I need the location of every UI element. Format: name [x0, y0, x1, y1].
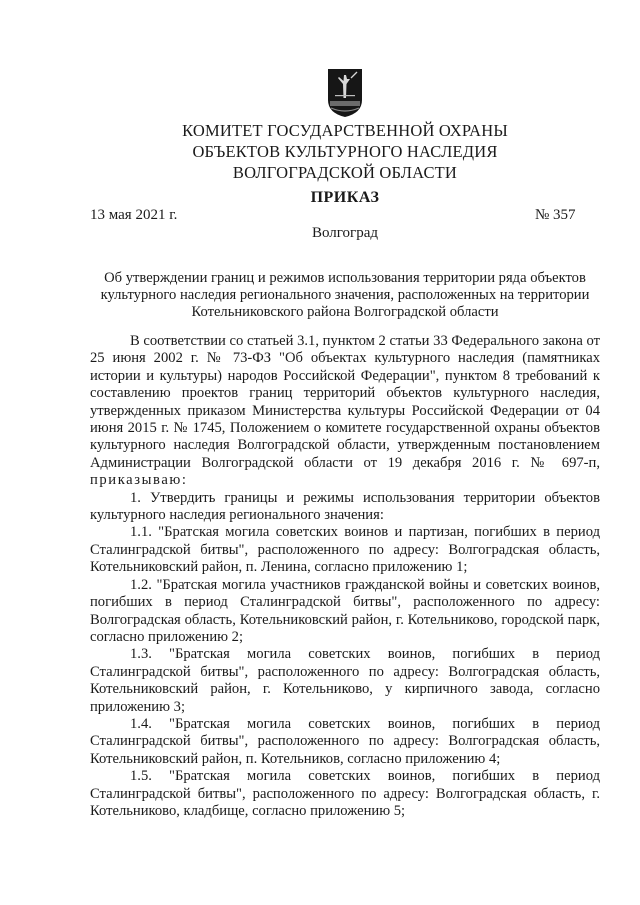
committee-name	[90, 120, 600, 183]
committee-line-3: ВОЛГОГРАДСКОЙ ОБЛАСТИ	[232, 163, 458, 182]
order-city: Волгоград	[311, 225, 378, 241]
order-number: № 357	[535, 207, 576, 223]
item-1-3: 1.3. "Братская могила советских воинов, погибших в период Сталинградской битвы", расположенного по адресу: Волгоградская область, Котельниковский район, г. Котельниково, у кирпичного завода, согласно приложению 3;	[90, 646, 600, 715]
committee-line-2: ОБЪЕКТОВ КУЛЬТУРНОГО НАСЛЕДИЯ	[192, 142, 498, 161]
item-1-2: 1.2. "Братская могила участников гражданской войны и советских воинов, погибших в период Сталинградской битвы", расположенного по адресу: Волгоградская область, Котельниковский район, г. Котельниково, городской парк, согласно приложению 2;	[90, 576, 600, 645]
preamble-text: В соответствии со статьей 3.1, пунктом 2 статьи 33 Федерального закона от 25 июня 2002 г. № 73-ФЗ "Об объектах культурного наследия (памятниках истории и культуры) народов Российской Федерации", пунктом 8 требований к составлению проектов границ территорий объектов культурного наследия, утвержденных приказом Министерства культуры Российской Федерации от 04 июня 2015 г. № 1745, Положением о комитете государственной охраны объектов культурного наследия Волгоградской области, утвержденным постановлением Администрации Волгоградской области от 19 декабря 2016 г. № 697-п,	[90, 333, 600, 471]
item-1-5: 1.5. "Братская могила советских воинов, погибших в период Сталинградской битвы", расположенного по адресу: Волгоградская область, г. Котельниково, кладбище, согласно приложению 5;	[90, 768, 600, 819]
order-body	[90, 333, 600, 820]
order-subject	[88, 270, 602, 321]
order-title: ПРИКАЗ	[310, 189, 380, 206]
subject-line-3: Котельниковского района Волгоградской области	[191, 304, 499, 320]
volgograd-coat-of-arms-icon	[327, 68, 363, 118]
orders-word: приказываю:	[90, 472, 188, 489]
item-1-4: 1.4. "Братская могила советских воинов, погибших в период Сталинградской битвы", расположенного по адресу: Волгоградская область, Котельниковский район, п. Котельников, согласно приложению 4;	[90, 715, 600, 767]
item-1: 1. Утвердить границы и режимы использования территории объектов культурного наследия регионального значения:	[90, 489, 600, 524]
subject-line-1: Об утверждении границ и режимов использования территории ряда объектов	[104, 270, 586, 286]
preamble-paragraph	[90, 333, 600, 490]
order-date: 13 мая 2021 г.	[90, 207, 178, 223]
committee-line-1: КОМИТЕТ ГОСУДАРСТВЕННОЙ ОХРАНЫ	[182, 121, 508, 140]
item-1-1: 1.1. "Братская могила советских воинов и партизан, погибших в период Сталинградской битвы", расположенного по адресу: Волгоградская область, Котельниковский район, п. Ленина, согласно приложению 1;	[90, 524, 600, 576]
subject-line-2: культурного наследия регионального значения, расположенных на территории	[100, 287, 590, 303]
